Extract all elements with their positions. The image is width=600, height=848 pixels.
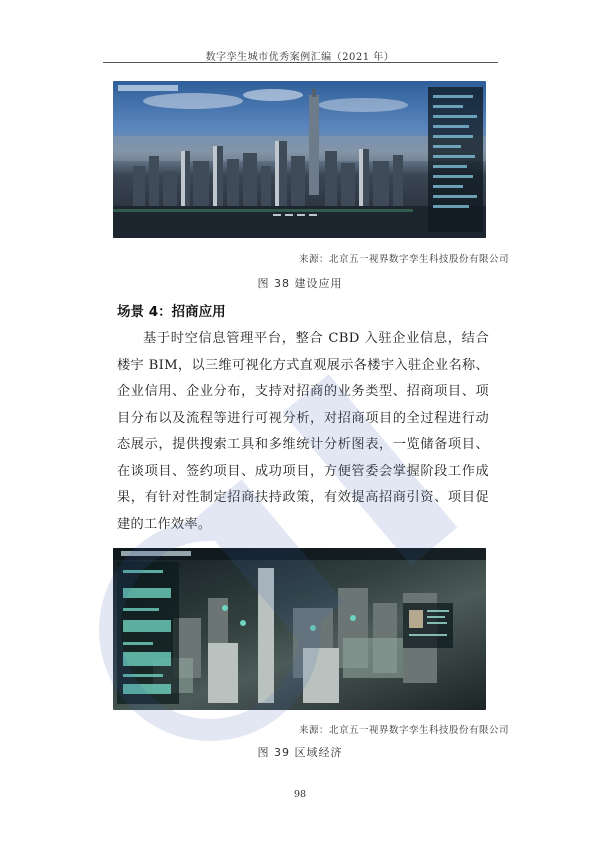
city-skyline-illustration — [113, 81, 486, 238]
header-divider — [103, 62, 498, 63]
dashboard-left-panel — [117, 562, 179, 704]
figure1-caption: 图 38 建设应用 — [257, 277, 343, 290]
figure2-caption: 图 39 区域经济 — [257, 746, 343, 759]
figure-regional-economy-image — [113, 548, 486, 710]
figure1-source: 来源：北京五一视界数字孪生科技股份有限公司 — [298, 254, 509, 265]
dashboard-title-bar — [118, 85, 178, 91]
figure2-source: 来源：北京五一视界数字孪生科技股份有限公司 — [298, 725, 509, 736]
section-paragraph: 基于时空信息管理平台，整合 CBD 入驻企业信息，结合楼宇 BIM，以三维可视化方式直观展示各楼宇入驻企业名称、企业信用、企业分布，支持对招商的业务类型、招商项目、项目分布以及流程等进行可视分析，对招商项目的全过程进行动态展示，提供搜索工具和多维统计分析图表，一览储备项目、在谈项目、签约项目、成功项目，方便管委会掌握阶段工作成果，有针对性制定招商扶持政策，有效提高招商引资、项目促建的工作效率。 — [117, 331, 489, 532]
dashboard-title-bar — [121, 551, 191, 556]
cbd-3d-model-illustration — [113, 548, 486, 710]
section-heading: 场景 4：招商应用 — [117, 304, 226, 320]
page-number: 98 — [293, 789, 307, 800]
dashboard-side-panel — [428, 87, 483, 232]
running-header: 数字孪生城市优秀案例汇编（2021 年） — [205, 52, 395, 63]
figure-construction-application-image — [113, 81, 486, 238]
